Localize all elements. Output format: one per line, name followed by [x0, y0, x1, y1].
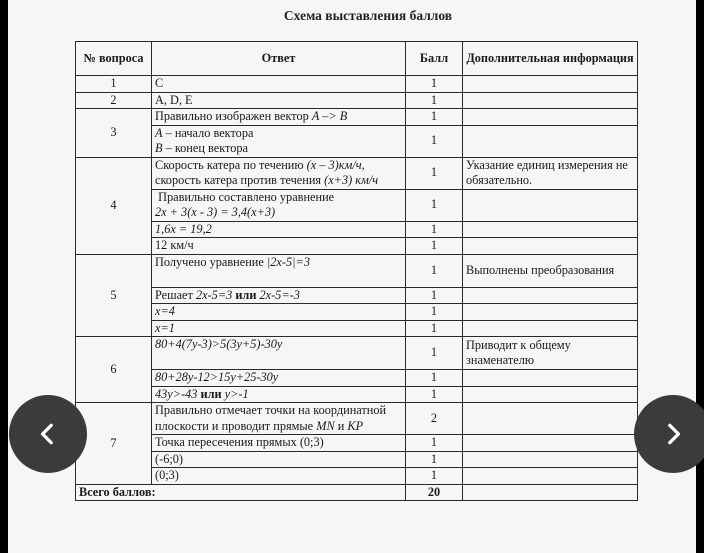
question-number: 3 — [76, 109, 152, 158]
info-cell — [463, 320, 638, 337]
answer-text: Правильно отмечает точки на координатной плоскости и проводит прямые — [155, 403, 387, 433]
info-cell: Указание единиц измерения не обязательно. — [463, 157, 638, 189]
points-cell: 1 — [406, 468, 463, 485]
answer-cell: 80+28y-12>15y+25-30y — [152, 370, 406, 387]
points-cell: 1 — [406, 109, 463, 126]
total-label: Всего баллов: — [76, 484, 406, 501]
answer-cell: x=4 — [152, 304, 406, 321]
info-cell — [463, 304, 638, 321]
question-number: 6 — [76, 337, 152, 403]
answer-math: (x+3) км/ч — [324, 173, 379, 187]
answer-text: Правильно изображен вектор — [155, 109, 312, 123]
table-row — [76, 189, 638, 221]
table-row — [76, 109, 638, 126]
answer-cell — [152, 287, 406, 304]
header-row — [76, 42, 638, 76]
table-row — [76, 254, 638, 287]
answer-math: A — [155, 125, 163, 140]
points-cell: 1 — [406, 157, 463, 189]
question-number: 4 — [76, 157, 152, 254]
points-cell: 1 — [406, 386, 463, 403]
table-row — [76, 287, 638, 304]
answer-cell: x=1 — [152, 320, 406, 337]
answer-cell — [152, 109, 406, 126]
page-title: Схема выставления баллов — [283, 8, 453, 23]
info-cell — [463, 435, 638, 452]
points-cell: 1 — [406, 287, 463, 304]
answer-math: MN — [316, 418, 335, 433]
info-cell — [463, 125, 638, 157]
answer-cell — [152, 189, 406, 221]
answer-math: KP — [347, 418, 364, 433]
info-cell — [463, 403, 638, 435]
points-cell: 1 — [406, 76, 463, 93]
answer-math: (x – 3)км/ч, — [306, 157, 365, 172]
total-value: 20 — [406, 484, 463, 501]
info-cell — [463, 221, 638, 238]
answer-text: скорость катера против течения — [155, 173, 325, 187]
info-cell — [463, 287, 638, 304]
answer-math: 2x-5=3 — [195, 287, 233, 302]
table-row — [76, 157, 638, 189]
points-cell: 2 — [406, 403, 463, 435]
answer-cell: (0;3) — [152, 468, 406, 485]
prev-button[interactable] — [9, 395, 87, 473]
header-info: Дополнительная информация — [463, 42, 638, 76]
question-number: 5 — [76, 254, 152, 337]
answer-text: и — [334, 418, 348, 433]
info-cell: Выполнены преобразования — [463, 254, 638, 287]
answer-math: y>-1 — [224, 386, 249, 401]
table-row — [76, 125, 638, 157]
info-cell — [463, 468, 638, 485]
table-row — [76, 320, 638, 337]
answer-cell — [152, 254, 406, 287]
info-cell — [463, 484, 638, 501]
header-num: № вопроса — [76, 42, 152, 76]
answer-text: Скорость катера по течению — [155, 157, 307, 172]
answer-cell: 12 км/ч — [152, 238, 406, 255]
table-row — [76, 304, 638, 321]
question-number: 1 — [76, 76, 152, 93]
info-cell: Приводит к общему знаменателю — [463, 337, 638, 370]
document-page — [8, 0, 696, 553]
answer-cell — [152, 157, 406, 189]
answer-math: 2x-5=-3 — [259, 287, 300, 302]
points-cell: 1 — [406, 337, 463, 370]
table-row — [76, 370, 638, 387]
info-cell — [463, 238, 638, 255]
answer-cell: C — [152, 76, 406, 93]
table-row — [76, 435, 638, 452]
table-row — [76, 221, 638, 238]
points-cell: 1 — [406, 125, 463, 157]
answer-text: Решает — [155, 287, 196, 302]
answer-math: A –> B — [311, 109, 348, 123]
points-cell: 1 — [406, 435, 463, 452]
points-cell: 1 — [406, 189, 463, 221]
info-cell — [463, 76, 638, 93]
answer-text: Получено уравнение — [155, 254, 267, 269]
answer-cell: 80+4(7y-3)>5(3y+5)-30y — [152, 337, 406, 370]
points-cell: 1 — [406, 320, 463, 337]
answer-text: – конец вектора — [162, 141, 248, 155]
points-cell: 1 — [406, 304, 463, 321]
points-cell: 1 — [406, 451, 463, 468]
table-row — [76, 76, 638, 93]
points-cell: 1 — [406, 254, 463, 287]
points-cell: 1 — [406, 221, 463, 238]
points-cell: 1 — [406, 238, 463, 255]
table-row — [76, 386, 638, 403]
answer-cell — [152, 386, 406, 403]
info-cell — [463, 451, 638, 468]
answer-math: |2x-5|=3 — [266, 254, 310, 269]
answer-cell — [152, 125, 406, 157]
score-table — [75, 41, 638, 501]
answer-text: – начало вектора — [162, 125, 254, 140]
answer-math: 2x + 3(x - 3) = 3,4(x+3) — [155, 205, 276, 219]
answer-cell: (-6;0) — [152, 451, 406, 468]
table-row — [76, 403, 638, 435]
total-row — [76, 484, 638, 501]
answer-cell: 1,6x = 19,2 — [152, 221, 406, 238]
answer-cell: Точка пересечения прямых (0;3) — [152, 435, 406, 452]
answer-math: 43y>-43 — [155, 386, 198, 401]
answer-text: или — [232, 287, 260, 302]
question-number: 2 — [76, 92, 152, 109]
question-number: 7 — [76, 403, 152, 485]
table-row — [76, 92, 638, 109]
table-row — [76, 238, 638, 255]
answer-math: B — [155, 141, 163, 155]
chevron-left-icon — [35, 421, 61, 447]
next-button[interactable] — [634, 395, 704, 473]
table-row — [76, 337, 638, 370]
header-answer: Ответ — [152, 42, 406, 76]
table-row — [76, 451, 638, 468]
table-row — [76, 468, 638, 485]
info-cell — [463, 92, 638, 109]
answer-text: Правильно составлено уравнение — [158, 189, 335, 204]
points-cell: 1 — [406, 370, 463, 387]
answer-cell: A, D, E — [152, 92, 406, 109]
points-cell: 1 — [406, 92, 463, 109]
header-points: Балл — [406, 42, 463, 76]
info-cell — [463, 189, 638, 221]
info-cell — [463, 386, 638, 403]
answer-cell — [152, 403, 406, 435]
info-cell — [463, 370, 638, 387]
chevron-right-icon — [660, 421, 686, 447]
answer-text: или — [197, 386, 225, 401]
info-cell — [463, 109, 638, 126]
